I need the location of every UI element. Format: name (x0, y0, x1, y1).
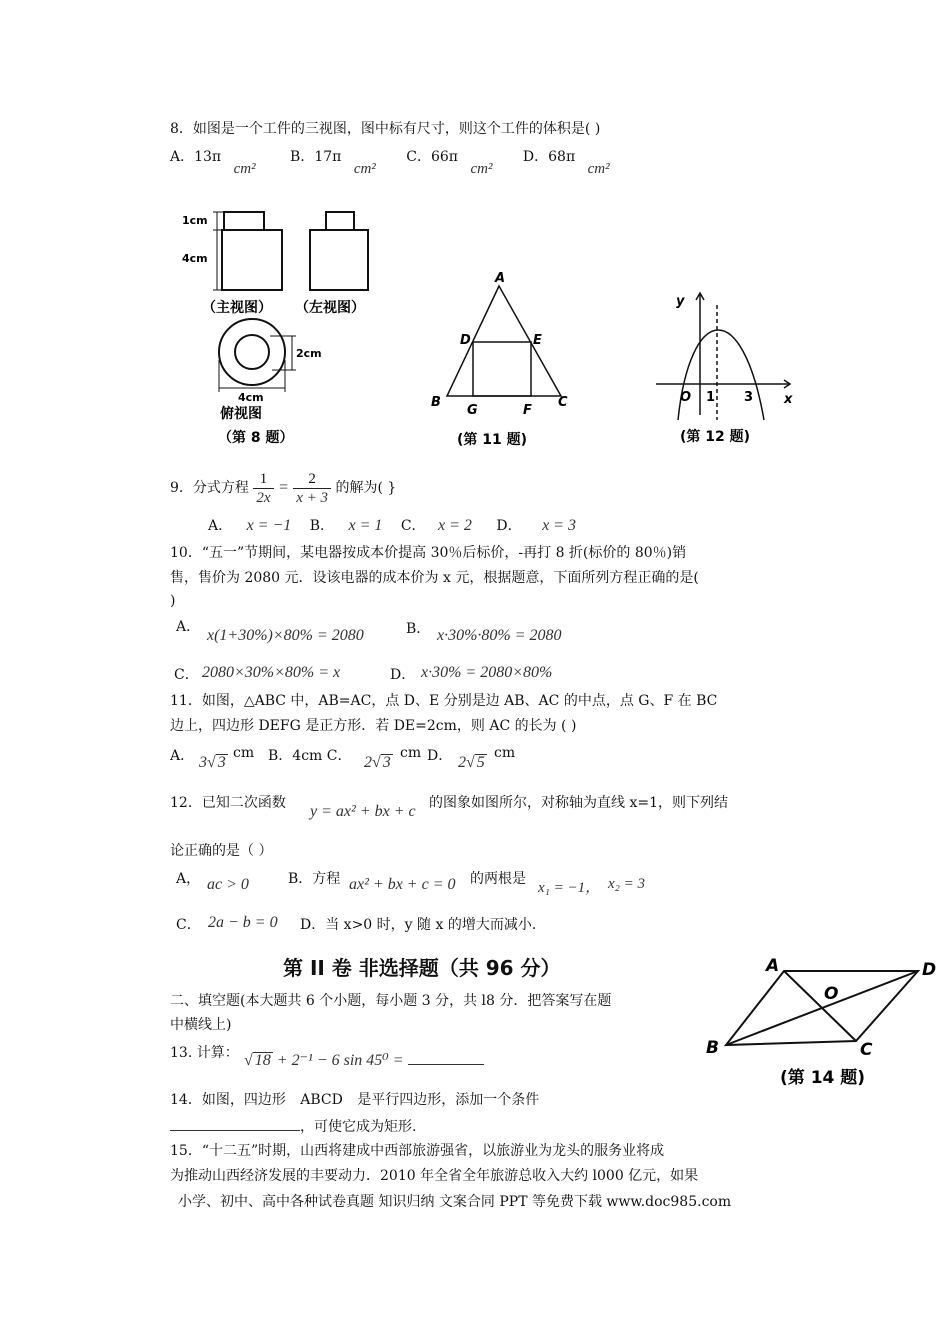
q11-unit-c: cm (400, 745, 422, 761)
q11-option-b-c: B．4cm C． (268, 748, 352, 764)
fig12-label-1: 1 (706, 390, 716, 405)
diagonal-ac (784, 971, 856, 1041)
sqrt-icon: √ (244, 1052, 253, 1069)
top-view-outer-circle (219, 319, 285, 385)
q9-eq: = (278, 479, 289, 496)
q11-option-a-value (199, 754, 228, 772)
q9-option-b-math: x = 1 (348, 517, 383, 534)
q12-option-b-math: ax² + bx + c = 0 (349, 876, 456, 893)
fig12-label-y: y (676, 294, 685, 309)
q8-option-a: A．13π (170, 149, 222, 165)
q9-f1-den: 2x (256, 489, 271, 506)
q11-unit-d: cm (494, 745, 516, 761)
q12-option-a: A， (176, 871, 201, 887)
q9-option-c-math: x = 2 (438, 517, 472, 534)
fig8-front-label: （主视图） (202, 300, 272, 316)
q11-unit-a: cm (233, 745, 255, 761)
q13-expression (244, 1050, 484, 1070)
q10-option-c-math: 2080×30%×80% = x (202, 664, 341, 681)
q11-c-coef: 2 (364, 754, 372, 771)
q8-options (170, 146, 610, 177)
sqrt-icon: √ (466, 754, 475, 771)
q10-option-a-math: x(1+30%)×80% = 2080 (207, 627, 364, 644)
q12-suffix: 的图象如图所尔，对称轴为直线 x=1，则下列结 (429, 795, 728, 811)
footer-text: 小学、初中、高中各种试卷真题 知识归纳 文案合同 PPT 等免费下载 www.doc985.com (178, 1194, 732, 1210)
q11-option-a: A． (170, 748, 195, 764)
q12-option-b-mid: 的两根是 (470, 871, 526, 887)
q13-answer-blank[interactable] (408, 1064, 484, 1065)
q12-line-2: 论正确的是（ ） (170, 843, 273, 859)
q12-option-b-root-2: x₂ = 3 (608, 876, 645, 892)
fig11-label-a: A (495, 271, 506, 286)
q14-line-1: 14．如图，四边形 ABCD 是平行四边形，添加一个条件 (170, 1092, 540, 1108)
fig8-dim-side: 4cm (182, 252, 208, 265)
q12-option-d: D．当 x>0 时，y 随 x 的增大而减小． (300, 917, 546, 933)
q8-option-c: C．66π (406, 149, 458, 165)
q15-line-2: 为推动山西经济发展的丰要动力．2010 年全省全年旅游总收入大约 l000 亿元，如果 (170, 1168, 699, 1184)
q9-prefix: 9．分式方程 (170, 480, 249, 496)
fig8-dim-radius: 2cm (296, 347, 322, 360)
q9-option-c: C． (400, 518, 426, 534)
left-view-body (310, 230, 368, 290)
q8-unit-c: cm² (470, 161, 493, 177)
fig11-caption: (第 11 题) (457, 432, 528, 448)
fig8-dim-top: 1cm (182, 214, 208, 227)
q14-line-2: ，可使它成为矩形. (300, 1119, 417, 1135)
fig14-label-b: B (706, 1038, 719, 1058)
fig14-label-a: A (766, 956, 780, 976)
q9-f2-den: x + 3 (296, 489, 329, 506)
fig8-dim-width: 4cm (238, 391, 264, 404)
parabola-curve (678, 330, 764, 420)
q11-a-coef: 3 (199, 754, 207, 771)
part-2-line-2: 中横线上) (170, 1017, 232, 1033)
q9-option-d-math: x = 3 (542, 517, 576, 534)
q9-fraction-2 (293, 470, 331, 507)
q11-a-rad: 3 (217, 754, 226, 771)
q11-d-rad: 5 (476, 754, 485, 771)
q10-option-a: A． (176, 619, 201, 635)
q8-unit-d: cm² (587, 161, 610, 177)
q11-line-1: 11．如图，△ABC 中，AB=AC，点 D、E 分别是边 AB、AC 的中点，点 G、F 在 BC (170, 693, 718, 709)
fig11-label-b: B (431, 395, 441, 410)
q12-option-a-math: ac > 0 (207, 876, 249, 893)
q14-answer-blank[interactable] (170, 1114, 300, 1131)
q9-options (208, 515, 576, 537)
q10-option-d-math: x·30% = 2080×80% (421, 664, 553, 681)
q15-line-1: 15．“十二五”时期，山西将建成中西部旅游强省，以旅游业为龙头的服务业将成 (170, 1143, 665, 1159)
q9-option-d: D． (496, 518, 522, 534)
fig14-label-d: D (922, 960, 937, 980)
q14-line-2-wrap (170, 1114, 416, 1138)
q11-c-rad: 3 (382, 754, 391, 771)
q10-line-3: ) (170, 593, 176, 609)
fig11-label-d: D (460, 333, 471, 348)
q9-option-a: A． (208, 518, 233, 534)
q9-option-a-math: x = −1 (246, 517, 292, 534)
sqrt-icon: √ (372, 754, 381, 771)
q12-option-c: C． (176, 917, 201, 933)
fig12-label-3: 3 (744, 390, 754, 405)
q12-option-c-math: 2a − b = 0 (208, 914, 278, 931)
figure-14-parallelogram (700, 945, 940, 1095)
q9-f1-num: 1 (253, 470, 273, 489)
square-defg (473, 342, 531, 396)
fig14-label-o: O (824, 984, 839, 1004)
q9-stem (170, 468, 396, 508)
q9-f2-num: 2 (293, 470, 331, 489)
q11-line-2: 边上，四边形 DEFG 是正方形．若 DE=2cm，则 AC 的长为 ( ) (170, 718, 577, 734)
q12-prefix: 12．已知二次函数 (170, 795, 286, 811)
top-view-inner-circle (235, 335, 269, 369)
figure-8-three-views (180, 200, 390, 455)
part-2-line-1: 二、填空题(本大题共 6 个小题，每小题 3 分，共 l8 分．把答案写在题 (170, 993, 612, 1009)
figure-12-parabola (650, 285, 800, 455)
fig11-label-c: C (558, 395, 568, 410)
q11-option-d: D． (427, 748, 453, 764)
q12-function: y = ax² + bx + c (310, 803, 416, 820)
fig8-top-label: 俯视图 (220, 406, 262, 422)
q8-option-b: B．17π (290, 149, 342, 165)
q11-d-coef: 2 (458, 754, 466, 771)
fig12-caption: (第 12 题) (680, 429, 751, 445)
fig8-left-label: （左视图） (295, 300, 365, 316)
front-view-top (224, 212, 264, 230)
fig11-label-f: F (523, 403, 532, 418)
fig14-label-c: C (860, 1040, 873, 1060)
front-view-body (222, 230, 282, 290)
q13-rad: 18 (254, 1052, 271, 1069)
q11-option-c-value (364, 754, 393, 772)
q8-unit-b: cm² (353, 161, 376, 177)
fig12-label-x: x (784, 392, 793, 407)
q13-rest: + 2⁻¹ − 6 sin 45⁰ = (276, 1052, 404, 1069)
q9-suffix: 的解为( } (335, 480, 397, 496)
q8-unit-a: cm² (233, 161, 256, 177)
q11-option-d-value (458, 754, 487, 772)
q10-option-c: C． (174, 667, 199, 683)
q8-stem: 8．如图是一个工件的三视图，图中标有尺寸，则这个工件的体积是( ) (170, 121, 601, 137)
q10-option-d: D． (390, 667, 416, 683)
q10-line-1: 10．“五一”节期间，某电器按成本价提高 30％后标价，-再打 8 折(标价的 80％)销 (170, 545, 687, 561)
fig14-caption: (第 14 题) (780, 1068, 866, 1088)
fig11-label-e: E (533, 333, 542, 348)
figure-11-triangle (425, 270, 585, 455)
q8-option-d: D．68π (522, 149, 576, 165)
part-2-title: 第 II 卷 非选择题（共 96 分） (283, 956, 561, 980)
q9-option-b: B． (309, 518, 335, 534)
q10-line-2: 售，售价为 2080 元．设该电器的成本价为 x 元，根据题意，下面所列方程正确的是( (170, 570, 699, 586)
q12-option-b: B．方程 (288, 871, 341, 887)
q9-fraction-1 (253, 470, 273, 507)
left-view-top (326, 212, 354, 230)
fig8-caption: （第 8 题） (218, 430, 294, 446)
q10-option-b-math: x·30%·80% = 2080 (437, 627, 562, 644)
q10-option-b: B． (406, 621, 431, 637)
fig11-label-g: G (467, 403, 478, 418)
sqrt-icon: √ (207, 754, 216, 771)
q12-option-b-root-1: x₁ = −1， (538, 880, 601, 896)
fig12-label-o: O (680, 390, 692, 405)
q13-prefix: 13. 计算： (170, 1045, 239, 1061)
